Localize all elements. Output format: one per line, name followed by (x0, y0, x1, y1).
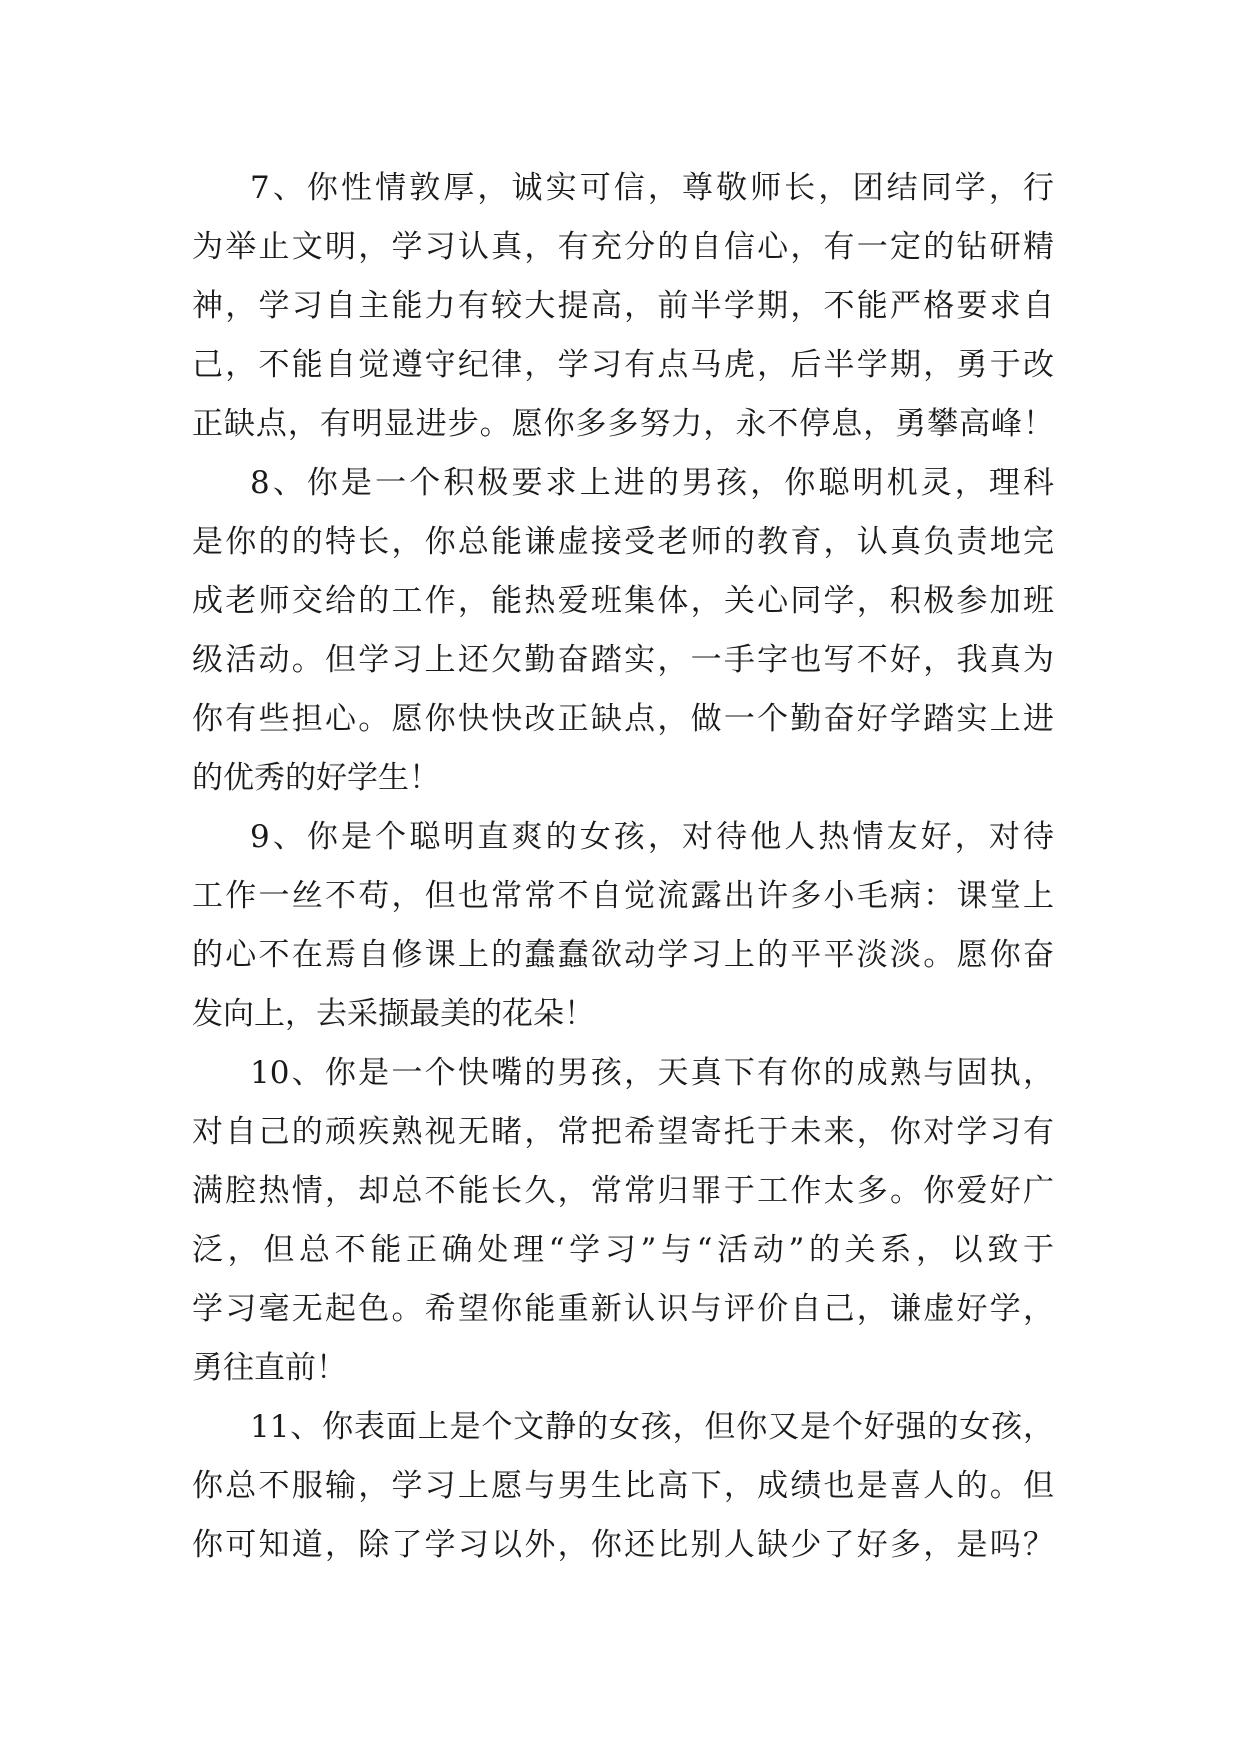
paragraph-line: 11、你表面上是个文静的女孩，但你又是个好强的女孩， (250, 1409, 1054, 1445)
paragraph-line: 泛，但总不能正确处理“学习”与“活动”的关系，以致于 (192, 1232, 1054, 1268)
paragraph-line: 级活动。但学习上还欠勤奋踏实，一手字也写不好，我真为 (192, 642, 1054, 678)
paragraph-line: 满腔热情，却总不能长久，常常归罪于工作太多。你爱好广 (192, 1173, 1054, 1209)
paragraph-line: 的心不在焉自修课上的蠢蠢欲动学习上的平平淡淡。愿你奋 (192, 937, 1054, 973)
paragraph-line: 你可知道，除了学习以外，你还比别人缺少了好多，是吗？ (192, 1527, 1054, 1563)
paragraph-line: 的优秀的好学生！ (192, 760, 440, 796)
paragraph-line: 工作一丝不苟，但也常常不自觉流露出许多小毛病：课堂上 (192, 878, 1054, 914)
paragraph-line: 己，不能自觉遵守纪律，学习有点马虎，后半学期，勇于改 (192, 347, 1054, 383)
paragraph-line: 勇往直前！ (192, 1350, 347, 1386)
paragraph-line: 神，学习自主能力有较大提高，前半学期，不能严格要求自 (192, 288, 1054, 324)
paragraph-line: 8、你是一个积极要求上进的男孩，你聪明机灵，理科 (250, 465, 1054, 501)
paragraph-line: 你总不服输，学习上愿与男生比高下，成绩也是喜人的。但 (192, 1468, 1054, 1504)
paragraph-line: 9、你是个聪明直爽的女孩，对待他人热情友好，对待 (250, 819, 1054, 855)
paragraph-line: 正缺点，有明显进步。愿你多多努力，永不停息，勇攀高峰！ (192, 406, 1054, 442)
paragraph-line: 对自己的顽疾熟视无睹，常把希望寄托于未来，你对学习有 (192, 1114, 1054, 1150)
paragraph-line: 是你的的特长，你总能谦虚接受老师的教育，认真负责地完 (192, 524, 1054, 560)
paragraph-line: 你有些担心。愿你快快改正缺点，做一个勤奋好学踏实上进 (192, 701, 1054, 737)
paragraph-line: 10、你是一个快嘴的男孩，天真下有你的成熟与固执， (250, 1055, 1054, 1091)
paragraph-line: 为举止文明，学习认真，有充分的自信心，有一定的钻研精 (192, 229, 1054, 265)
paragraph-line: 成老师交给的工作，能热爱班集体，关心同学，积极参加班 (192, 583, 1054, 619)
paragraph-line: 7、你性情敦厚，诚实可信，尊敬师长，团结同学，行 (250, 170, 1054, 206)
paragraph-line: 学习毫无起色。希望你能重新认识与评价自己，谦虚好学， (192, 1291, 1054, 1327)
paragraph-line: 发向上，去采撷最美的花朵！ (192, 996, 595, 1032)
